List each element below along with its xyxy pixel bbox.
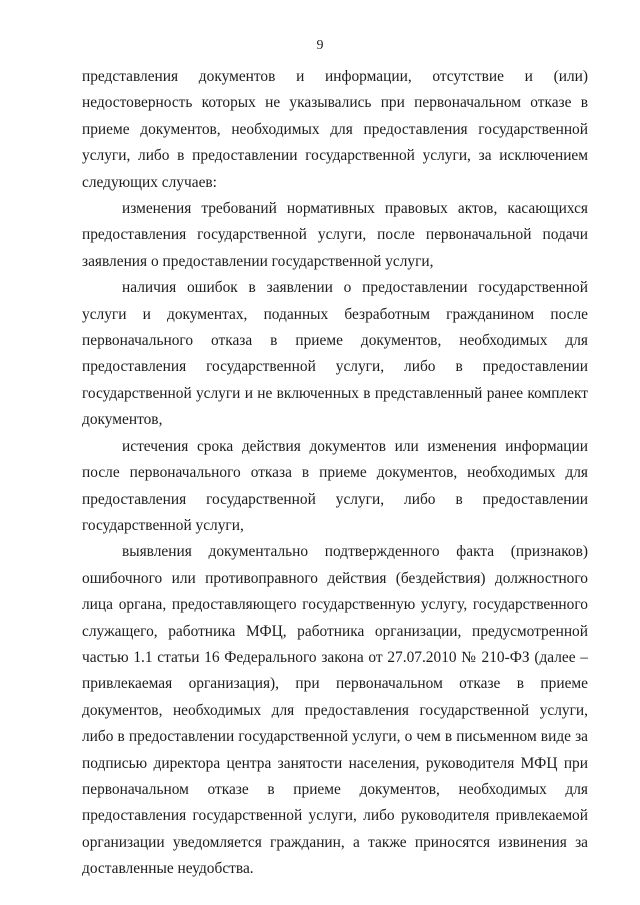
page-number: 9	[316, 38, 324, 53]
paragraph-application-errors: наличия ошибок в заявлении о предоставлении государственной услуги и документах, поданных безработным гражданином после первоначального отказа в приеме документов, необходимых для предоставления государственной услуги, либо в предоставлении государственной услуги и не включенных в представленный ранее комплект документов,	[82, 279, 588, 429]
paragraph-expiry: истечения срока действия документов или изменения информации после первоначального отказа в приеме документов, необходимых для предоставления государственной услуги, либо в предоставлении государственной услуги,	[82, 437, 588, 534]
paragraph-erroneous-action: выявления документально подтвержденного факта (признаков) ошибочного или противоправного действия (бездействия) должностного лица органа, предоставляющего государственную услугу, государственного служащего, работника МФЦ, работника организации, предусмотренной частью 1.1 статьи 16 Федерального закона от 27.07.2010 № 210-ФЗ (далее – привлекаемая организация), при первоначальном отказе в приеме документов, необходимых для предоставления государственной услуги, либо в предоставлении государственной услуги, о чем в письменном виде за подписью директора центра занятости населения, руководителя МФЦ при первоначальном отказе в приеме документов, необходимых для предоставления государственной услуги, либо руководителя привлекаемой организации уведомляется гражданин, а также приносятся извинения за доставленные неудобства.	[82, 543, 588, 878]
body-text	[82, 64, 588, 883]
paragraph-documents-info: представления документов и информации, отсутствие и (или) недостоверность которых не указывались при первоначальном отказе в приеме документов, необходимых для предоставления государственной услуги, либо в предоставлении государственной услуги, за исключением следующих случаев:	[82, 68, 588, 191]
paragraph-requirements-change: изменения требований нормативных правовых актов, касающихся предоставления государственной услуги, после первоначальной подачи заявления о предоставлении государственной услуги,	[82, 200, 588, 270]
